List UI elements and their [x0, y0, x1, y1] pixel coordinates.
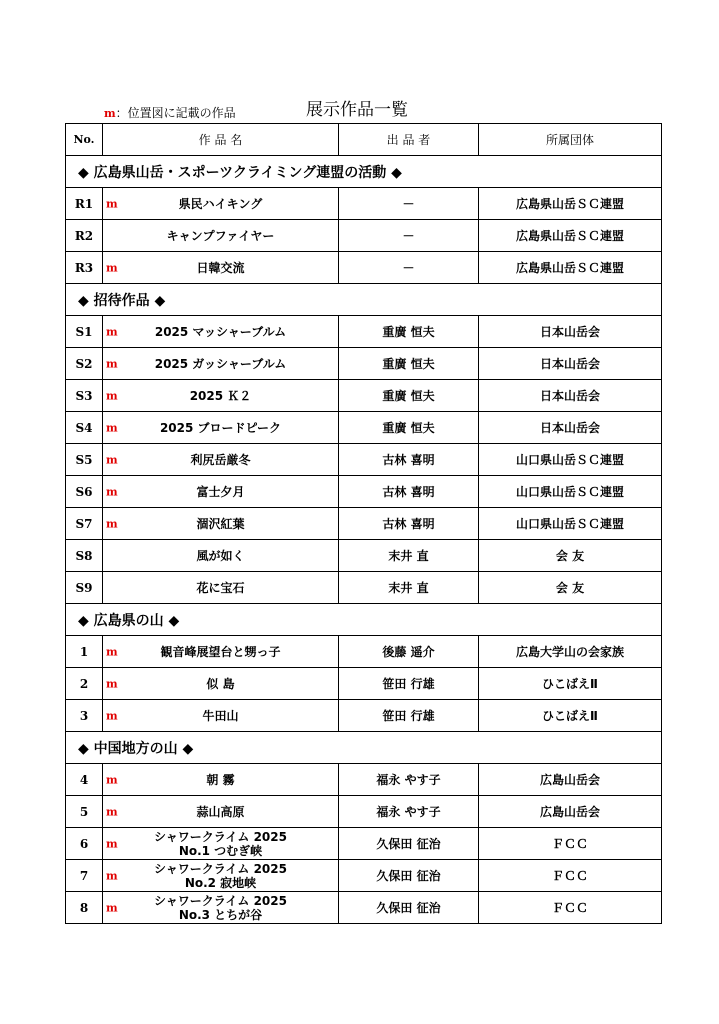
row-org: 広島山岳会: [479, 796, 662, 828]
work-title: 2025 Ｋ２: [189, 388, 252, 403]
row-work: [103, 668, 339, 700]
row-org: 広島県山岳ＳＣ連盟: [479, 220, 662, 252]
row-org: 広島県山岳ＳＣ連盟: [479, 252, 662, 284]
row-work: [103, 700, 339, 732]
section-heading: ◆ 広島県の山 ◆: [66, 604, 662, 636]
row-org: 会 友: [479, 540, 662, 572]
work-title: キャンプファイヤー: [166, 228, 275, 243]
table-row: [66, 892, 662, 924]
legend: [104, 104, 236, 121]
work-title: 牛田山: [202, 708, 239, 723]
row-work: [103, 540, 339, 572]
map-marker-icon: m: [104, 107, 116, 120]
work-title: 蒜山高原: [196, 804, 245, 819]
row-work: [103, 476, 339, 508]
table-row: [66, 252, 662, 284]
work-title: 朝 霧: [206, 772, 235, 787]
legend-text: ：位置図に記載の作品: [115, 106, 236, 120]
row-work: [103, 860, 339, 892]
row-work: [103, 220, 339, 252]
work-title: 日韓交流: [196, 260, 245, 275]
table-row: [66, 444, 662, 476]
row-work: [103, 348, 339, 380]
map-marker-icon: m: [106, 677, 118, 690]
row-no: 1: [66, 636, 103, 668]
row-exhibitor: 久保田 征治: [339, 892, 479, 924]
row-work: [103, 764, 339, 796]
row-org: 山口県山岳ＳＣ連盟: [479, 444, 662, 476]
row-org: 山口県山岳ＳＣ連盟: [479, 508, 662, 540]
row-work: [103, 188, 339, 220]
table-row: [66, 764, 662, 796]
row-work: [103, 252, 339, 284]
row-org: 広島山岳会: [479, 764, 662, 796]
work-subtitle: No.1 つむぎ峡: [178, 843, 263, 858]
row-work: [103, 572, 339, 604]
work-title: 風が如く: [196, 548, 245, 563]
row-no: S2: [66, 348, 103, 380]
header-no: No.: [66, 124, 103, 156]
work-title: 似 島: [206, 676, 235, 691]
map-marker-icon: m: [106, 453, 118, 466]
table-row: [66, 508, 662, 540]
table-row: [66, 316, 662, 348]
row-exhibitor: 重廣 恒夫: [339, 316, 479, 348]
section-heading-row: [66, 284, 662, 316]
work-title: 利尻岳厳冬: [190, 452, 251, 467]
work-title: 花に宝石: [196, 580, 245, 595]
row-org: ＦＣＣ: [479, 828, 662, 860]
row-no: 3: [66, 700, 103, 732]
table-row: [66, 540, 662, 572]
row-org: ひこばえⅡ: [479, 700, 662, 732]
work-subtitle: No.3 とちが谷: [178, 907, 263, 922]
work-subtitle: No.2 寂地峡: [184, 875, 257, 890]
row-exhibitor: 末井 直: [339, 540, 479, 572]
row-no: 4: [66, 764, 103, 796]
row-exhibitor: 重廣 恒夫: [339, 348, 479, 380]
table-row: [66, 348, 662, 380]
row-exhibitor: －: [339, 188, 479, 220]
work-title: 涸沢紅葉: [196, 516, 245, 531]
header-work: 作 品 名: [103, 124, 339, 156]
row-work: [103, 508, 339, 540]
work-title: 富士夕月: [196, 484, 245, 499]
row-exhibitor: 福永 やす子: [339, 796, 479, 828]
row-exhibitor: －: [339, 252, 479, 284]
table-row: [66, 412, 662, 444]
row-org: 会 友: [479, 572, 662, 604]
row-org: 日本山岳会: [479, 412, 662, 444]
map-marker-icon: m: [106, 389, 118, 402]
map-marker-icon: m: [106, 517, 118, 530]
row-exhibitor: 福永 やす子: [339, 764, 479, 796]
row-org: ＦＣＣ: [479, 860, 662, 892]
row-org: ひこばえⅡ: [479, 668, 662, 700]
row-no: S4: [66, 412, 103, 444]
section-heading: ◆ 広島県山岳・スポーツクライミング連盟の活動 ◆: [66, 156, 662, 188]
map-marker-icon: m: [106, 485, 118, 498]
row-no: R3: [66, 252, 103, 284]
row-org: 日本山岳会: [479, 348, 662, 380]
row-no: 5: [66, 796, 103, 828]
row-exhibitor: 末井 直: [339, 572, 479, 604]
section-heading: ◆ 中国地方の山 ◆: [66, 732, 662, 764]
row-exhibitor: －: [339, 220, 479, 252]
map-marker-icon: m: [106, 773, 118, 786]
row-exhibitor: 古林 喜明: [339, 508, 479, 540]
map-marker-icon: m: [106, 421, 118, 434]
section-heading-row: [66, 732, 662, 764]
row-no: S8: [66, 540, 103, 572]
row-exhibitor: 後藤 遥介: [339, 636, 479, 668]
table-row: [66, 476, 662, 508]
row-work: [103, 828, 339, 860]
row-exhibitor: 古林 喜明: [339, 444, 479, 476]
work-title: シャワークライム 2025: [154, 861, 287, 876]
row-exhibitor: 久保田 征治: [339, 860, 479, 892]
row-org: 広島大学山の会家族: [479, 636, 662, 668]
table-row: [66, 220, 662, 252]
row-no: S3: [66, 380, 103, 412]
work-title: 2025 ブロードピーク: [159, 420, 282, 435]
row-no: 6: [66, 828, 103, 860]
section-heading-row: [66, 604, 662, 636]
row-no: 7: [66, 860, 103, 892]
table-row: [66, 860, 662, 892]
row-work: [103, 444, 339, 476]
row-work: [103, 796, 339, 828]
exhibit-table: [65, 123, 662, 924]
work-title: 観音峰展望台と甥っ子: [160, 644, 281, 659]
row-work: [103, 316, 339, 348]
table-row: [66, 796, 662, 828]
map-marker-icon: m: [106, 325, 118, 338]
work-title: 2025 ガッシャーブルム: [154, 356, 287, 371]
row-work: [103, 380, 339, 412]
row-org: ＦＣＣ: [479, 892, 662, 924]
table-row: [66, 700, 662, 732]
row-no: R1: [66, 188, 103, 220]
map-marker-icon: m: [106, 837, 118, 850]
map-marker-icon: m: [106, 805, 118, 818]
map-marker-icon: m: [106, 645, 118, 658]
work-title: シャワークライム 2025: [154, 893, 287, 908]
header-org: 所属団体: [479, 124, 662, 156]
map-marker-icon: m: [106, 197, 118, 210]
table-row: [66, 572, 662, 604]
row-no: S7: [66, 508, 103, 540]
map-marker-icon: m: [106, 357, 118, 370]
row-org: 日本山岳会: [479, 380, 662, 412]
row-exhibitor: 重廣 恒夫: [339, 380, 479, 412]
row-no: 2: [66, 668, 103, 700]
table-body: [66, 156, 662, 924]
row-no: S5: [66, 444, 103, 476]
row-org: 日本山岳会: [479, 316, 662, 348]
row-no: S6: [66, 476, 103, 508]
section-heading: ◆ 招待作品 ◆: [66, 284, 662, 316]
page-title: 展示作品一覧: [306, 100, 408, 120]
row-work: [103, 892, 339, 924]
row-org: 山口県山岳ＳＣ連盟: [479, 476, 662, 508]
row-work: [103, 412, 339, 444]
work-title: シャワークライム 2025: [154, 829, 287, 844]
table-row: [66, 636, 662, 668]
map-marker-icon: m: [106, 901, 118, 914]
map-marker-icon: m: [106, 709, 118, 722]
row-no: R2: [66, 220, 103, 252]
row-no: S1: [66, 316, 103, 348]
row-no: 8: [66, 892, 103, 924]
row-exhibitor: 笹田 行雄: [339, 700, 479, 732]
table-row: [66, 668, 662, 700]
row-exhibitor: 重廣 恒夫: [339, 412, 479, 444]
header-exhibitor: 出 品 者: [339, 124, 479, 156]
row-exhibitor: 古林 喜明: [339, 476, 479, 508]
row-work: [103, 636, 339, 668]
map-marker-icon: m: [106, 261, 118, 274]
work-title: 2025 マッシャーブルム: [154, 324, 287, 339]
section-heading-row: [66, 156, 662, 188]
map-marker-icon: m: [106, 869, 118, 882]
row-no: S9: [66, 572, 103, 604]
header-row: [66, 124, 662, 156]
table-row: [66, 380, 662, 412]
row-exhibitor: 久保田 征治: [339, 828, 479, 860]
table-row: [66, 828, 662, 860]
work-title: 県民ハイキング: [178, 196, 263, 211]
row-exhibitor: 笹田 行雄: [339, 668, 479, 700]
table-row: [66, 188, 662, 220]
row-org: 広島県山岳ＳＣ連盟: [479, 188, 662, 220]
